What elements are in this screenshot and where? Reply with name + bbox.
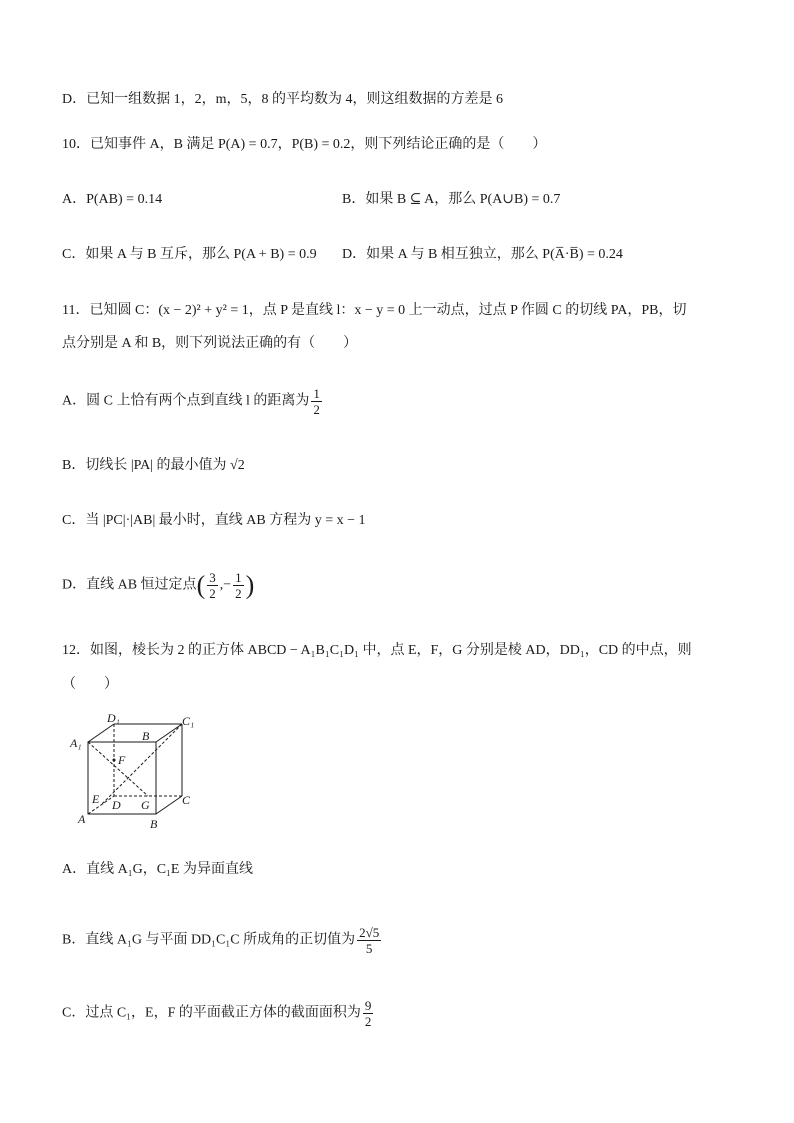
q10-option-c: C．如果 A 与 B 互斥，那么 P(A + B) = 0.9 xyxy=(62,247,317,262)
q11-option-d: D．直线 AB 恒过定点( $\frac{3}{2}$ ,− $\frac{1}{2}$ ) xyxy=(62,570,255,601)
label-G: G xyxy=(141,798,150,812)
q11-option-d-text: D．直线 AB 恒过定点 xyxy=(62,577,197,593)
fraction-denominator: 2 xyxy=(364,1014,372,1029)
q11-option-b: B．切线长 |PA| 的最小值为 √2 xyxy=(62,458,245,473)
q11-option-a xyxy=(62,386,324,417)
fraction-two-root-five-over-five xyxy=(357,925,381,956)
label-E: E xyxy=(92,792,100,806)
q12-stem-line1: 12．如图，棱长为 2 的正方体 ABCD − A₁B₁C₁D₁ 中，点 E，F，G 分别是棱 AD，DD₁，CD 的中点，则 xyxy=(62,643,692,658)
fraction-numerator: 1 xyxy=(313,386,320,401)
label-F: F xyxy=(118,753,126,767)
q10-stem: 10．已知事件 A，B 满足 P(A) = 0.7，P(B) = 0.2，则下列结论正确的是（ ） xyxy=(62,137,547,152)
fraction-one-half xyxy=(233,570,244,601)
q11-option-a-text: A．圆 C 上恰有两个点到直线 l 的距离为 xyxy=(62,393,310,409)
q10-option-a: A．P(AB) = 0.14 xyxy=(62,192,163,207)
q11-option-c: C．当 |PC|·|AB| 最小时，直线 AB 方程为 y = x − 1 xyxy=(62,513,366,528)
q12-option-b-text: B．直线 A₁G 与平面 DD₁C₁C 所成角的正切值为 xyxy=(62,932,356,948)
q12-option-a: A．直线 A₁G，C₁E 为异面直线 xyxy=(62,862,253,877)
fraction-numerator: 3 xyxy=(209,570,216,585)
q10-option-b: B．如果 B ⊆ A，那么 P(A∪B) = 0.7 xyxy=(342,192,561,207)
fraction-three-halves xyxy=(207,570,218,601)
label-B: B xyxy=(150,817,158,831)
cube-figure xyxy=(68,712,198,834)
fraction-denominator: 2 xyxy=(235,586,242,601)
q10-option-d: D．如果 A 与 B 相互独立，那么 P(A̅·B̅) = 0.24 xyxy=(342,247,623,262)
label-D: D xyxy=(112,798,121,812)
label-A1: A₁ xyxy=(70,736,82,750)
label-A: A xyxy=(78,812,86,826)
fraction-numerator: 1 xyxy=(235,570,242,585)
fraction-denominator: 5 xyxy=(365,941,373,956)
fraction-one-half xyxy=(311,386,322,417)
q12-stem-line2: （ ） xyxy=(62,677,118,692)
q11-stem-line1: 11．已知圆 C：(x − 2)² + y² = 1，点 P 是直线 l：x − y = 0 上一动点，过点 P 作圆 C 的切线 PA，PB，切 xyxy=(62,303,687,318)
label-C: C xyxy=(182,793,191,807)
q12-option-c-text: C．过点 C₁，E，F 的平面截正方体的截面面积为 xyxy=(62,1005,361,1021)
q9-option-d: D．已知一组数据 1，2，m，5，8 的平均数为 4，则这组数据的方差是 6 xyxy=(62,92,503,107)
fraction-nine-halves xyxy=(363,998,374,1029)
fraction-denominator: 2 xyxy=(313,402,320,417)
q12-option-b xyxy=(62,925,383,956)
label-C1: C₁ xyxy=(182,714,195,728)
q12-option-c xyxy=(62,998,375,1029)
fraction-numerator: 2√5 xyxy=(359,925,380,940)
fraction-denominator: 2 xyxy=(209,586,216,601)
q11-stem-line2: 点分别是 A 和 B，则下列说法正确的有（ ） xyxy=(62,336,358,351)
label-B1: B xyxy=(142,729,150,743)
label-D1: D₁ xyxy=(107,712,120,725)
fraction-numerator: 9 xyxy=(364,998,372,1013)
